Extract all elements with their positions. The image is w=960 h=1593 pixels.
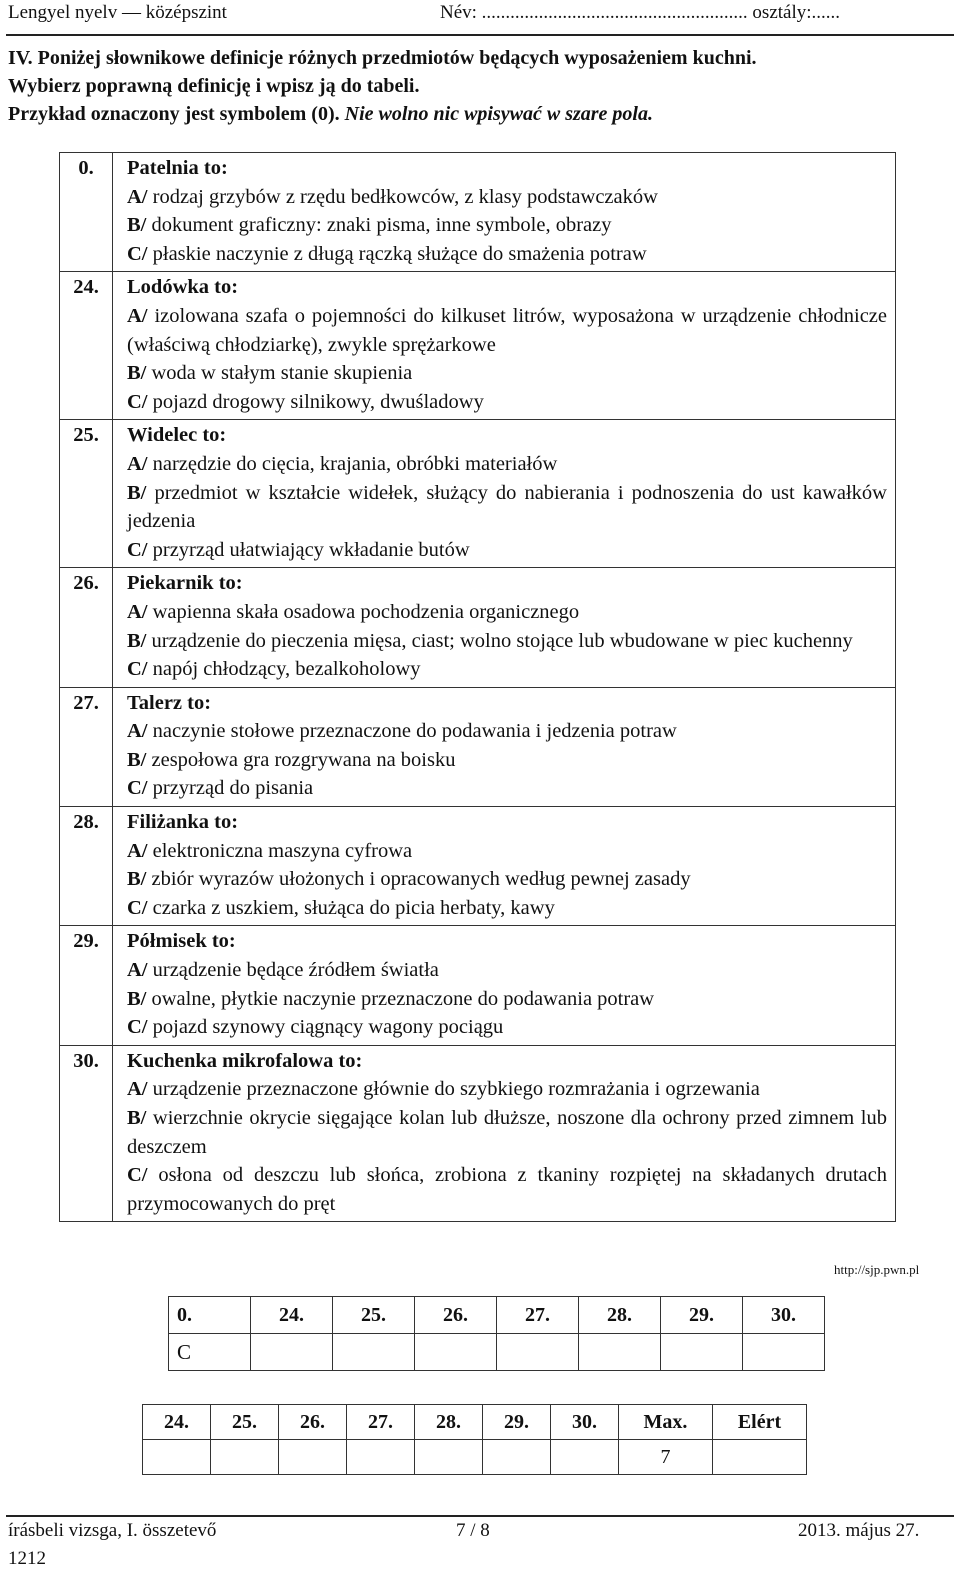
question-title: Talerz to: xyxy=(127,691,212,714)
header-subject: Lengyel nyelv — középszint xyxy=(8,2,227,23)
option-text: napój chłodzący, bezalkoholowy xyxy=(147,658,421,681)
option-text: przyrząd do pisania xyxy=(147,777,314,800)
question-body xyxy=(113,926,896,1045)
answer-option xyxy=(127,479,887,536)
answer-cell[interactable] xyxy=(333,1334,415,1371)
question-row xyxy=(60,153,896,272)
option-letter: C/ xyxy=(127,896,148,919)
answer-option xyxy=(127,302,887,359)
instruction-warning: Nie wolno nic wpisywać w szare pola. xyxy=(344,103,653,125)
answer-header-cell: 25. xyxy=(333,1297,415,1334)
option-text: pojazd drogowy silnikowy, dwuśladowy xyxy=(147,390,484,413)
option-letter: A/ xyxy=(127,959,148,982)
answer-option xyxy=(127,985,887,1014)
score-cell xyxy=(211,1440,279,1475)
answer-option xyxy=(127,183,887,212)
answer-header-cell: 24. xyxy=(251,1297,333,1334)
answer-cell[interactable] xyxy=(251,1334,333,1371)
answer-cell: C xyxy=(169,1334,251,1371)
score-header-cell: 28. xyxy=(415,1405,483,1440)
answer-header-cell: 30. xyxy=(743,1297,825,1334)
question-title: Patelnia to: xyxy=(127,157,228,179)
answer-option xyxy=(127,774,887,803)
answer-header-cell: 29. xyxy=(661,1297,743,1334)
option-letter: C/ xyxy=(127,777,148,800)
option-letter: C/ xyxy=(127,390,148,413)
answer-option xyxy=(127,627,887,656)
option-letter: C/ xyxy=(127,538,148,561)
answer-option xyxy=(127,717,887,746)
question-row xyxy=(60,272,896,420)
answer-cell[interactable] xyxy=(579,1334,661,1371)
score-cell xyxy=(143,1440,211,1475)
answer-header-cell: 28. xyxy=(579,1297,661,1334)
answer-option xyxy=(127,211,887,240)
question-title: Piekarnik to: xyxy=(127,572,243,595)
answer-option xyxy=(127,655,887,684)
option-letter: C/ xyxy=(127,242,148,265)
footer-page: 7 / 8 xyxy=(456,1520,490,1541)
answer-option xyxy=(127,1104,887,1161)
option-text: urządzenie będące źródłem światła xyxy=(147,959,439,982)
answer-option xyxy=(127,388,887,417)
score-header-cell: 29. xyxy=(483,1405,551,1440)
option-text: czarka z uszkiem, służąca do picia herbaty, kawy xyxy=(147,896,555,919)
question-row xyxy=(60,420,896,568)
option-letter: B/ xyxy=(127,748,147,771)
question-row xyxy=(60,807,896,926)
question-number: 29. xyxy=(60,926,113,1045)
header-divider xyxy=(6,34,954,36)
question-number: 30. xyxy=(60,1045,113,1222)
answer-option xyxy=(127,894,887,923)
option-letter: A/ xyxy=(127,452,148,475)
question-body xyxy=(113,687,896,806)
option-text: naczynie stołowe przeznaczone do podawania i jedzenia potraw xyxy=(147,720,677,743)
answer-option xyxy=(127,1075,887,1104)
question-body xyxy=(113,420,896,568)
question-number: 24. xyxy=(60,272,113,420)
option-letter: B/ xyxy=(127,1107,147,1129)
question-row xyxy=(60,1045,896,1222)
header-name-class: Név: ........................................................ osztály:...... xyxy=(440,2,841,23)
instruction-line-1: IV. Poniżej słownikowe definicje różnych przedmiotów będących wyposażeniem kuchni. xyxy=(8,47,757,69)
answer-cell[interactable] xyxy=(661,1334,743,1371)
option-text: urządzenie przeznaczone głównie do szybkiego rozmrażania i ogrzewania xyxy=(147,1078,760,1101)
option-text: urządzenie do pieczenia mięsa, ciast; wolno stojące lub wbudowane w piec kuchenny xyxy=(146,629,853,652)
answer-option xyxy=(127,598,887,627)
option-text: izolowana szafa o pojemności do kilkuset litrów, wyposażona w urządzenie chłodnicze (właściwą chłodziarkę), zwykle sprężarkowe xyxy=(127,304,887,356)
option-letter: B/ xyxy=(127,987,147,1010)
task-instructions xyxy=(8,44,948,128)
option-text: przyrząd ułatwiający wkładanie butów xyxy=(147,538,470,561)
answer-option xyxy=(127,865,887,894)
question-number: 25. xyxy=(60,420,113,568)
question-row xyxy=(60,926,896,1045)
score-cell xyxy=(347,1440,415,1475)
answer-cell[interactable] xyxy=(743,1334,825,1371)
question-title: Filiżanka to: xyxy=(127,811,239,834)
option-text: osłona od deszczu lub słońca, zrobiona z tkaniny rozpiętej na składanych drutach przymocowanych do pręt xyxy=(127,1164,887,1215)
option-letter: A/ xyxy=(127,720,148,743)
option-text: dokument graficzny: znaki pisma, inne symbole, obrazy xyxy=(146,214,612,237)
option-text: rodzaj grzybów z rzędu bedłkowców, z klasy podstawczaków xyxy=(147,185,658,208)
score-header-cell: 27. xyxy=(347,1405,415,1440)
footer-exam: írásbeli vizsga, I. összetevő xyxy=(8,1520,217,1541)
question-body xyxy=(113,153,896,272)
option-text: wierzchnie okrycie sięgające kolan lub dłuższe, noszone dla ochrony przed zimnem lub deszczem xyxy=(127,1107,887,1158)
option-letter: B/ xyxy=(127,868,147,891)
answer-option xyxy=(127,1013,887,1042)
answer-header-cell: 26. xyxy=(415,1297,497,1334)
question-title: Półmisek to: xyxy=(127,930,236,953)
option-letter: B/ xyxy=(127,629,147,652)
score-header-cell: Max. xyxy=(619,1405,713,1440)
answer-cell[interactable] xyxy=(415,1334,497,1371)
question-title: Widelec to: xyxy=(127,424,227,447)
question-body xyxy=(113,807,896,926)
option-text: wapienna skała osadowa pochodzenia organicznego xyxy=(147,600,580,623)
question-number: 27. xyxy=(60,687,113,806)
instruction-line-2: Wybierz poprawną definicję i wpisz ją do tabeli. xyxy=(8,75,420,97)
answer-option xyxy=(127,837,887,866)
question-title: Lodówka to: xyxy=(127,276,239,299)
option-letter: B/ xyxy=(127,214,147,237)
score-cell xyxy=(713,1440,807,1475)
question-body xyxy=(113,1045,896,1222)
answer-header-cell: 0. xyxy=(169,1297,251,1334)
question-row xyxy=(60,568,896,687)
question-number: 28. xyxy=(60,807,113,926)
score-header-cell: 25. xyxy=(211,1405,279,1440)
score-header-cell: Elért xyxy=(713,1405,807,1440)
option-text: przedmiot w kształcie widełek, służący do nabierania i podnoszenia do ust kawałków jedzenia xyxy=(127,481,887,533)
score-cell: 7 xyxy=(619,1440,713,1475)
score-cell xyxy=(483,1440,551,1475)
option-letter: B/ xyxy=(127,481,147,504)
answer-option xyxy=(127,746,887,775)
score-header-cell: 30. xyxy=(551,1405,619,1440)
option-letter: C/ xyxy=(127,658,148,681)
option-text: woda w stałym stanie skupienia xyxy=(146,362,413,385)
option-letter: A/ xyxy=(127,839,148,862)
option-text: pojazd szynowy ciągnący wagony pociągu xyxy=(147,1016,504,1039)
option-letter: A/ xyxy=(127,1078,148,1101)
page-header xyxy=(0,0,960,30)
score-table xyxy=(142,1404,807,1475)
answer-option xyxy=(127,536,887,565)
footer-date: 2013. május 27. xyxy=(798,1520,920,1541)
option-text: owalne, płytkie naczynie przeznaczone do podawania potraw xyxy=(146,987,655,1010)
footer-code: 1212 xyxy=(8,1548,46,1569)
answer-option xyxy=(127,450,887,479)
option-letter: A/ xyxy=(127,600,148,623)
answer-option xyxy=(127,1161,887,1218)
score-cell xyxy=(279,1440,347,1475)
option-letter: C/ xyxy=(127,1164,148,1187)
question-row xyxy=(60,687,896,806)
option-letter: B/ xyxy=(127,362,147,385)
source-link: http://sjp.pwn.pl xyxy=(834,1262,920,1277)
answer-option xyxy=(127,359,887,388)
score-cell xyxy=(415,1440,483,1475)
instruction-line-3: Przykład oznaczony jest symbolem (0). Nie wolno nic wpisywać w szare pola. xyxy=(8,103,653,125)
option-letter: A/ xyxy=(127,304,148,327)
answer-option xyxy=(127,956,887,985)
answer-header-cell: 27. xyxy=(497,1297,579,1334)
answer-cell[interactable] xyxy=(497,1334,579,1371)
option-text: elektroniczna maszyna cyfrowa xyxy=(147,839,413,862)
option-text: płaskie naczynie z długą rączką służące do smażenia potraw xyxy=(147,242,647,265)
question-title: Kuchenka mikrofalowa to: xyxy=(127,1049,363,1072)
answer-table xyxy=(168,1296,825,1371)
question-table xyxy=(59,152,896,1222)
option-text: zbiór wyrazów ułożonych i opracowanych według pewnej zasady xyxy=(146,868,691,891)
score-header-cell: 26. xyxy=(279,1405,347,1440)
question-number: 26. xyxy=(60,568,113,687)
option-text: narzędzie do cięcia, krajania, obróbki materiałów xyxy=(147,452,558,475)
question-number: 0. xyxy=(60,153,113,272)
question-body xyxy=(113,272,896,420)
score-cell xyxy=(551,1440,619,1475)
answer-option xyxy=(127,240,887,269)
question-body xyxy=(113,568,896,687)
footer-divider xyxy=(6,1515,954,1517)
score-header-cell: 24. xyxy=(143,1405,211,1440)
option-letter: C/ xyxy=(127,1016,148,1039)
option-letter: A/ xyxy=(127,185,148,208)
option-text: zespołowa gra rozgrywana na boisku xyxy=(146,748,456,771)
